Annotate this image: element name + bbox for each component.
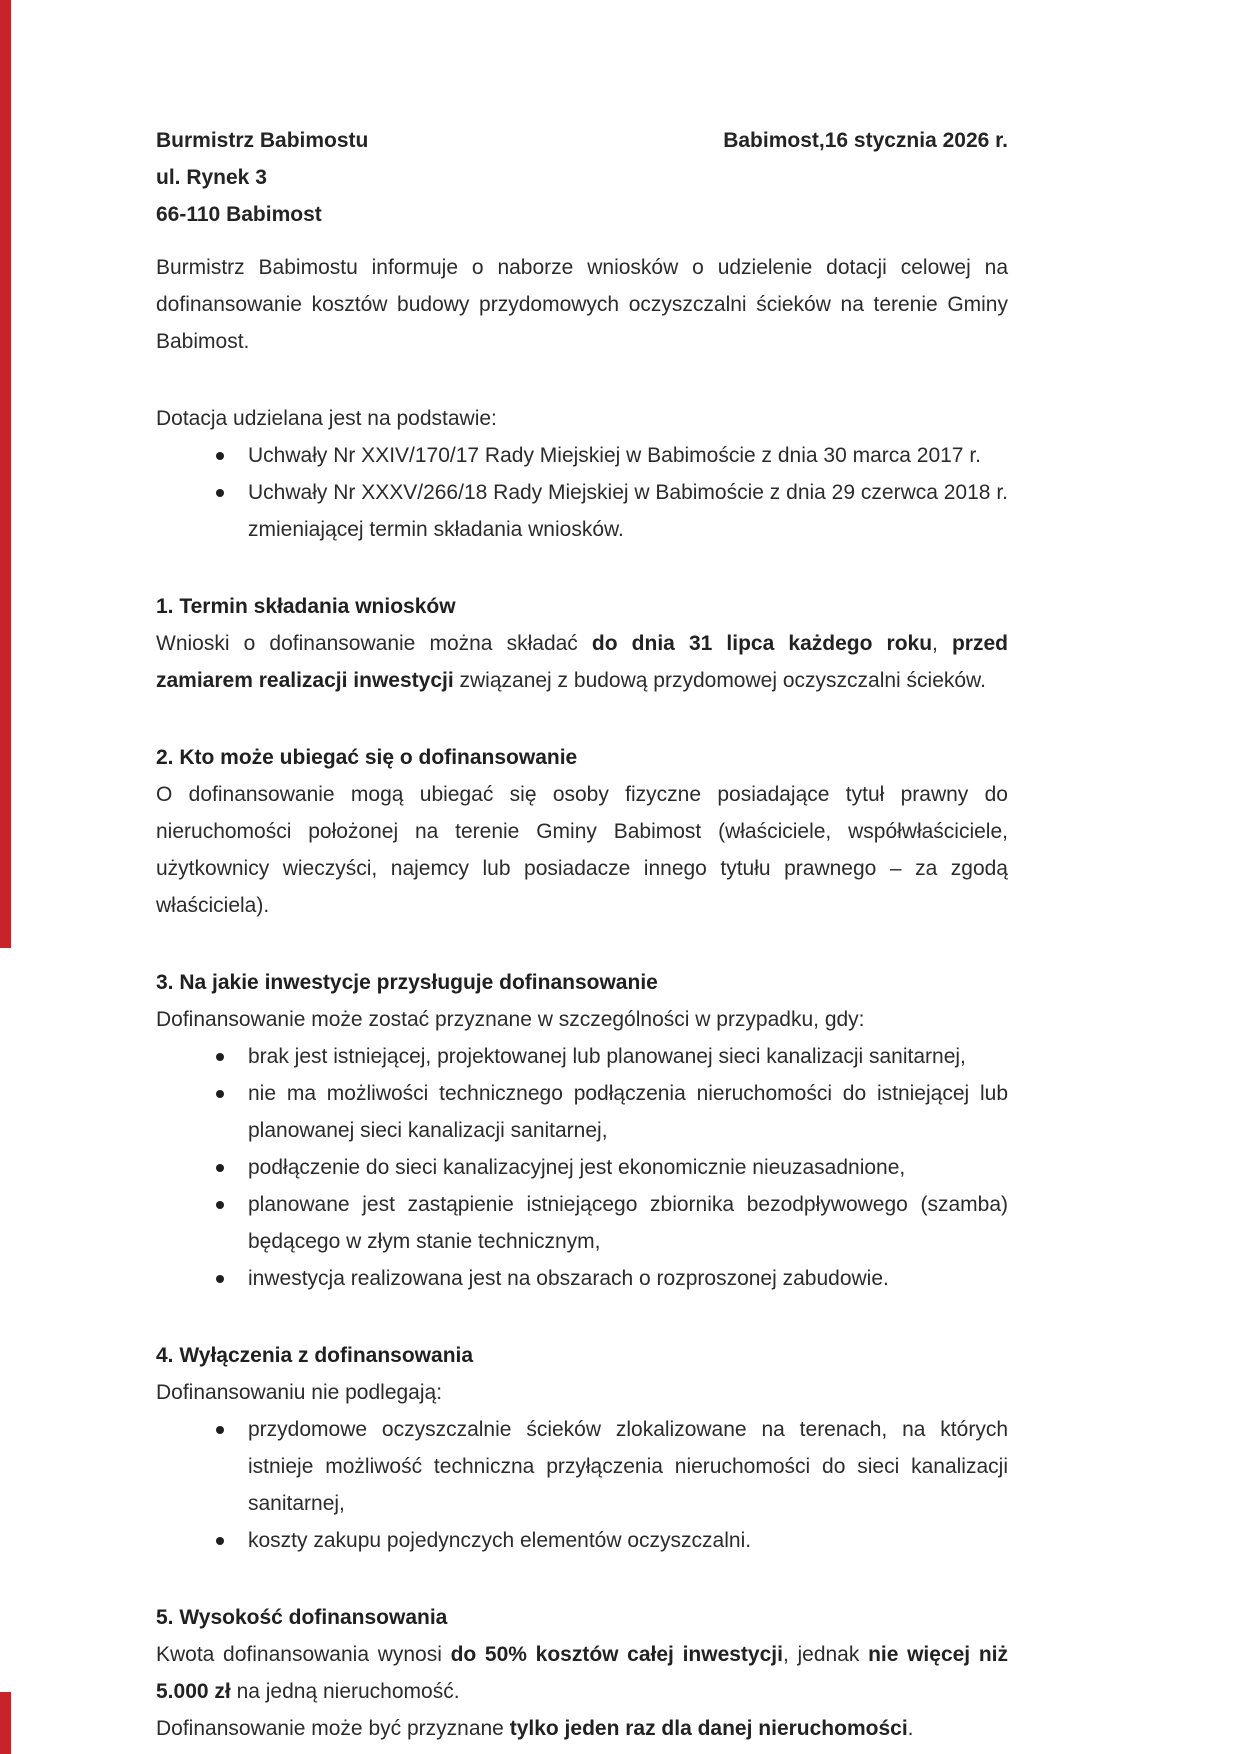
paragraph: Dotacja udzielana jest na podstawie: <box>156 407 497 430</box>
scan-stripe-bottom <box>0 1692 11 1754</box>
section-2-kto-moze-heading: 2. Kto może ubiegać się o dofinansowanie <box>156 746 578 769</box>
sender-name: Burmistrz Babimostu <box>156 129 369 152</box>
paragraph: Dofinansowanie może zostać przyznane w szczególności w przypadku, gdy: <box>156 1008 865 1031</box>
section-2-kto-moze <box>156 739 1008 924</box>
paragraph: Dofinansowaniu nie podlegają: <box>156 1381 443 1404</box>
section-4-wylaczenia-heading: 4. Wyłączenia z dofinansowania <box>156 1344 474 1367</box>
sender-street: ul. Rynek 3 <box>156 166 267 189</box>
sender-city: 66-110 Babimost <box>156 203 322 226</box>
bullet-item: podłączenie do sieci kanalizacyjnej jest ekonomicznie nieuzasadnione, <box>248 1149 1008 1186</box>
section-5-wysokosc <box>156 1599 1008 1747</box>
dateline: Babimost,16 stycznia 2026 r. <box>723 129 1008 152</box>
bullet-list <box>156 1411 1008 1559</box>
section-3-inwestycje <box>156 964 1008 1297</box>
section-5-wysokosc-heading: 5. Wysokość dofinansowania <box>156 1606 448 1629</box>
section-4-wylaczenia <box>156 1337 1008 1559</box>
bullet-item: Uchwały Nr XXXV/266/18 Rady Miejskiej w Babimoście z dnia 29 czerwca 2018 r. zmieniającej termin składania wniosków. <box>248 474 1008 548</box>
document-content <box>156 122 1008 1747</box>
section-3-inwestycje-heading: 3. Na jakie inwestycje przysługuje dofinansowanie <box>156 971 658 994</box>
section-1-termin <box>156 588 1008 699</box>
document-blocks <box>156 249 1008 1747</box>
legal-basis <box>156 400 1008 548</box>
bullet-list <box>156 437 1008 548</box>
bullet-item: koszty zakupu pojedynczych elementów oczyszczalni. <box>248 1522 1008 1559</box>
sender-address <box>156 122 368 233</box>
bullet-item: przydomowe oczyszczalnie ścieków zlokalizowane na terenach, na których istnieje możliwość techniczna przyłączenia nieruchomości do sieci kanalizacji sanitarnej, <box>248 1411 1008 1522</box>
bullet-list <box>156 1038 1008 1297</box>
paragraph: Burmistrz Babimostu informuje o naborze wniosków o udzielenie dotacji celowej na dofinansowanie kosztów budowy przydomowych oczyszczalni ścieków na terenie Gminy Babimost. <box>156 256 1008 353</box>
bullet-item: planowane jest zastąpienie istniejącego zbiornika bezodpływowego (szamba) będącego w złym stanie technicznym, <box>248 1186 1008 1260</box>
section-1-termin-heading: 1. Termin składania wniosków <box>156 595 456 618</box>
bullet-item: inwestycja realizowana jest na obszarach o rozproszonej zabudowie. <box>248 1260 1008 1297</box>
scan-stripe-top <box>0 0 11 948</box>
bullet-item: brak jest istniejącej, projektowanej lub planowanej sieci kanalizacji sanitarnej, <box>248 1038 1008 1075</box>
paragraph: O dofinansowanie mogą ubiegać się osoby fizyczne posiadające tytuł prawny do nieruchomości położonej na terenie Gminy Babimost (właściciele, współwłaściciele, użytkownicy wieczyści, najemcy lub posiadacze innego tytułu prawnego – za zgodą właściciela). <box>156 783 1008 917</box>
document-header <box>156 122 1008 233</box>
paragraph: Wnioski o dofinansowanie można składać do dnia 31 lipca każdego roku, przed zamiarem realizacji inwestycji związanej z budową przydomowej oczyszczalni ścieków. <box>156 632 1008 692</box>
bullet-item: nie ma możliwości technicznego podłączenia nieruchomości do istniejącej lub planowanej sieci kanalizacji sanitarnej, <box>248 1075 1008 1149</box>
intro-paragraph <box>156 249 1008 360</box>
paragraph: Kwota dofinansowania wynosi do 50% kosztów całej inwestycji, jednak nie więcej niż 5.000 zł na jedną nieruchomość. <box>156 1643 1008 1703</box>
bullet-item: Uchwały Nr XXIV/170/17 Rady Miejskiej w Babimoście z dnia 30 marca 2017 r. <box>248 437 1008 474</box>
paragraph: Dofinansowanie może być przyznane tylko jeden raz dla danej nieruchomości. <box>156 1717 914 1740</box>
